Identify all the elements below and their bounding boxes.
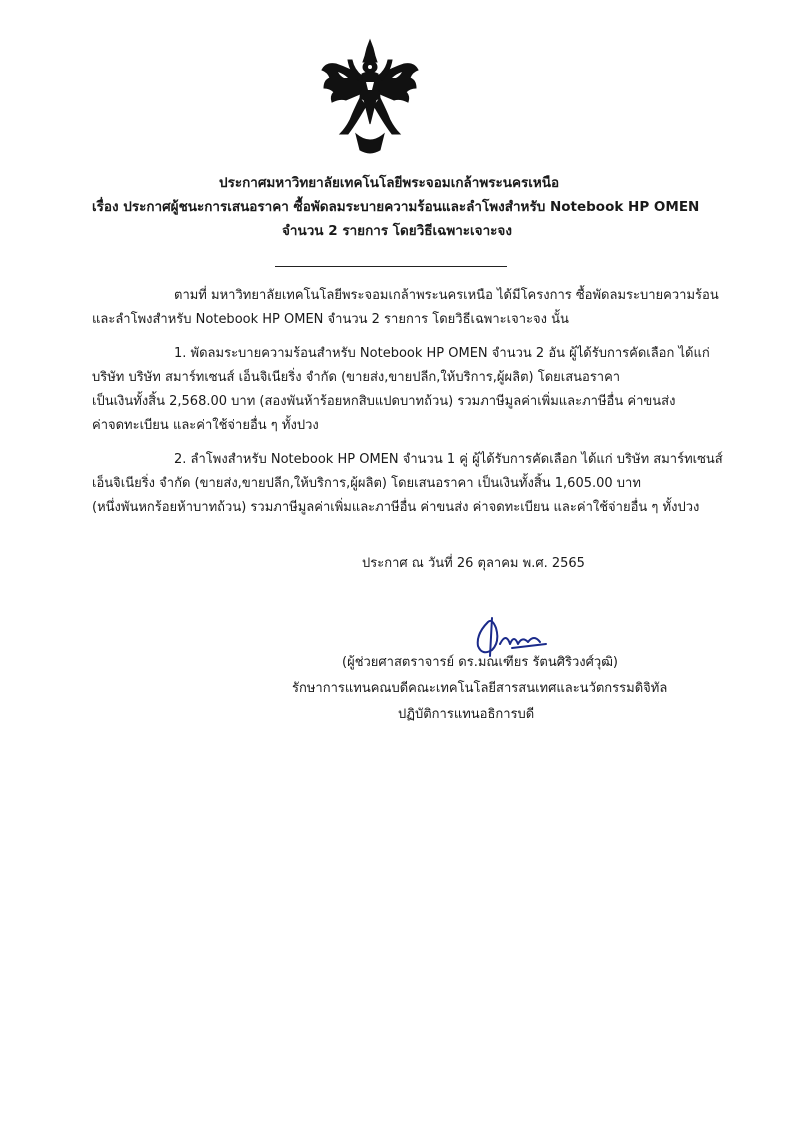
item1-line-2: บริษัท บริษัท สมาร์ทเซนส์ เอ็นจิเนียริ่ง จำกัด (ขายส่ง,ขายปลีก,ให้บริการ,ผู้ผลิต) โดยเสนอราคา (92, 370, 621, 385)
item2-line-3: (หนึ่งพันหกร้อยห้าบาทถ้วน) รวมภาษีมูลค่าเพิ่มและภาษีอื่น ค่าขนส่ง ค่าจดทะเบียน และค่าใช้จ่ายอื่น ๆ ทั้งปวง (92, 500, 700, 515)
garuda-emblem-icon (318, 38, 422, 156)
signatory-position-2: ปฏิบัติการแทนอธิการบดี (398, 707, 535, 722)
document-subject-continued: จำนวน 2 รายการ โดยวิธีเฉพาะเจาะจง (282, 223, 512, 239)
signatory-name: (ผู้ช่วยศาสตราจารย์ ดร.มณเฑียร รัตนศิริวงศ์วุฒิ) (342, 655, 619, 670)
item1-line-3: เป็นเงินทั้งสิ้น 2,568.00 บาท (สองพันห้าร้อยหกสิบแปดบาทถ้วน) รวมภาษีมูลค่าเพิ่มและภาษีอื่น ค่าขนส่ง (92, 394, 676, 409)
document-title: ประกาศมหาวิทยาลัยเทคโนโลยีพระจอมเกล้าพระนครเหนือ (219, 175, 560, 191)
item1-line-1: 1. พัดลมระบายความร้อนสำหรับ Notebook HP OMEN จำนวน 2 อัน ผู้ได้รับการคัดเลือก ได้แก่ (174, 346, 710, 361)
header-divider (275, 266, 507, 267)
document-subject: เรื่อง ประกาศผู้ชนะการเสนอราคา ซื้อพัดลมระบายความร้อนและลำโพงสำหรับ Notebook HP OMEN (92, 199, 700, 215)
announcement-date: ประกาศ ณ วันที่ 26 ตุลาคม พ.ศ. 2565 (362, 556, 585, 571)
item1-line-4: ค่าจดทะเบียน และค่าใช้จ่ายอื่น ๆ ทั้งปวง (92, 418, 319, 433)
item2-line-1: 2. ลำโพงสำหรับ Notebook HP OMEN จำนวน 1 คู่ ผู้ได้รับการคัดเลือก ได้แก่ บริษัท สมาร์ทเซนส์ (174, 452, 723, 467)
item2-line-2: เอ็นจิเนียริ่ง จำกัด (ขายส่ง,ขายปลีก,ให้บริการ,ผู้ผลิต) โดยเสนอราคา เป็นเงินทั้งสิ้น 1,605.00 บาท (92, 476, 641, 491)
intro-line-2: และลำโพงสำหรับ Notebook HP OMEN จำนวน 2 รายการ โดยวิธีเฉพาะเจาะจง นั้น (92, 312, 569, 327)
intro-line-1: ตามที่ มหาวิทยาลัยเทคโนโลยีพระจอมเกล้าพระนครเหนือ ได้มีโครงการ ซื้อพัดลมระบายความร้อน (174, 288, 719, 303)
signatory-position-1: รักษาการแทนคณบดีคณะเทคโนโลยีสารสนเทศและนวัตกรรมดิจิทัล (292, 681, 668, 696)
